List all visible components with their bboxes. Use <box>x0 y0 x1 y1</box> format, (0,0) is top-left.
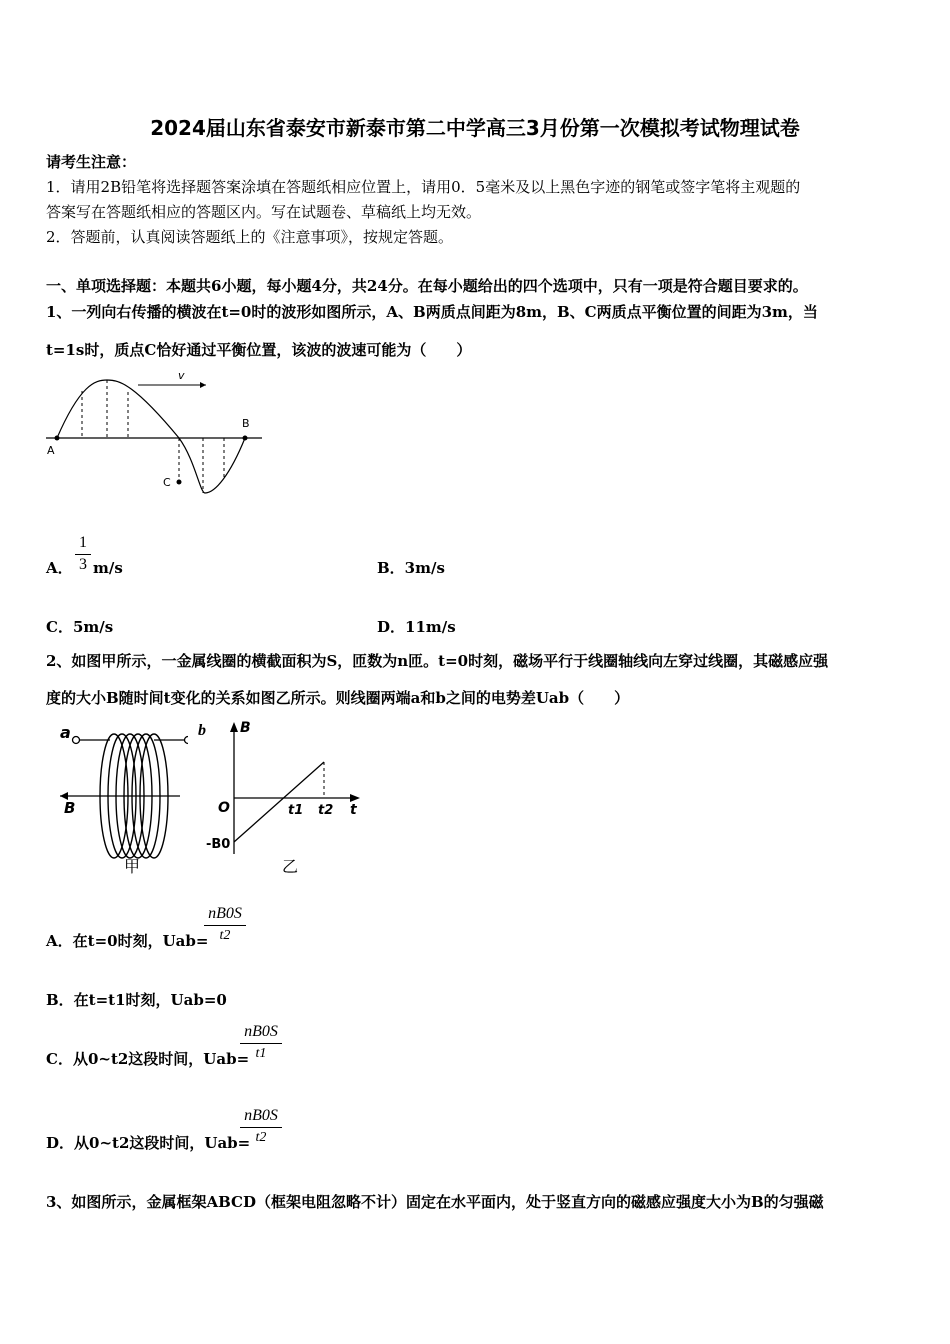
q1-option-a-numerator: 1 <box>79 534 87 551</box>
q1-line-2: t=1s时，质点C恰好通过平衡位置，该波的波速可能为（ ） <box>46 341 472 359</box>
q2-option-c-text[interactable]: C．从0~t2这段时间，Uab= <box>46 1050 250 1068</box>
q1-option-d[interactable]: D．11m/s <box>377 618 456 636</box>
q2-t1: t1 <box>288 803 304 818</box>
q1-line-1: 1、一列向右传播的横波在t=0时的波形如图所示，A、B两质点间距为8m，B、C两质点平衡位置的间距为3m，当 <box>46 303 818 321</box>
q2-option-a-text[interactable]: A．在t=0时刻，Uab= <box>46 932 209 950</box>
q1-option-c[interactable]: C．5m/s <box>46 618 114 636</box>
q1-option-a-label[interactable]: A． <box>46 559 73 577</box>
q1-label-b: B <box>242 417 250 430</box>
q2-option-c-fraction <box>240 1022 282 1063</box>
q2-origin: O <box>218 800 230 816</box>
q1-label-v: v <box>178 369 185 382</box>
q2-label-b-terminal: b <box>198 722 206 739</box>
q1-label-c: C <box>163 476 171 489</box>
q2-minus-b0: -B0 <box>206 837 231 852</box>
q2-option-a-numerator: nB0S <box>208 905 242 922</box>
q2-option-b-text[interactable]: B．在t=t1时刻，Uab=0 <box>46 991 227 1009</box>
notice-line-1b: 答案写在答题纸相应的答题区内。写在试题卷、草稿纸上均无效。 <box>46 203 482 221</box>
q2-option-d-fraction <box>240 1106 282 1147</box>
q1-option-a-unit: m/s <box>93 559 123 577</box>
page-title: 2024届山东省泰安市新泰市第二中学高三3月份第一次模拟考试物理试卷 <box>150 116 800 140</box>
q1-label-a: A <box>47 444 55 457</box>
q2-t2: t2 <box>318 803 334 818</box>
q1-option-a-denominator: 3 <box>79 556 87 573</box>
q2-label-yi: 乙 <box>282 857 299 876</box>
q2-option-a-denominator: t2 <box>219 928 231 943</box>
q2-coil-figure <box>48 718 188 878</box>
q2-label-jia: 甲 <box>124 857 141 876</box>
q1-option-b[interactable]: B．3m/s <box>377 559 445 577</box>
q2-axis-t: t <box>350 802 357 818</box>
notice-heading: 请考生注意： <box>46 153 137 171</box>
q2-option-d-denominator: t2 <box>255 1130 267 1145</box>
q2-option-a-fraction <box>204 904 246 945</box>
q2-option-c-numerator: nB0S <box>244 1023 278 1040</box>
q2-line-2: 度的大小B随时间t变化的关系如图乙所示。则线圈两端a和b之间的电势差Uab（ ） <box>46 689 630 707</box>
q2-label-coil-b: B <box>64 799 76 817</box>
q2-axis-b: B <box>240 720 251 736</box>
q3-line-1: 3、如图所示，金属框架ABCD（框架电阻忽略不计）固定在水平面内，处于竖直方向的磁感应强度大小为B的匀强磁 <box>46 1193 824 1211</box>
q2-option-d-text[interactable]: D．从0~t2这段时间，Uab= <box>46 1134 251 1152</box>
q2-option-d-numerator: nB0S <box>244 1107 278 1124</box>
section-heading: 一、单项选择题：本题共6小题，每小题4分，共24分。在每小题给出的四个选项中，只有一项是符合题目要求的。 <box>46 277 808 295</box>
q2-line-1: 2、如图甲所示，一金属线圈的横截面积为S，匝数为n匝。t=0时刻，磁场平行于线圈轴线向左穿过线圈，其磁感应强 <box>46 652 829 670</box>
q1-option-a-fraction <box>75 533 91 574</box>
notice-line-1: 1．请用2B铅笔将选择题答案涂填在答题纸相应位置上，请用0．5毫米及以上黑色字迹的钢笔或签字笔将主观题的 <box>46 178 801 196</box>
q2-option-c-denominator: t1 <box>255 1046 267 1061</box>
q1-wave-figure <box>40 365 270 500</box>
notice-line-2: 2．答题前，认真阅读答题纸上的《注意事项》，按规定答题。 <box>46 228 454 246</box>
q2-label-a: a <box>60 723 71 742</box>
q2-b-t-graph <box>198 718 368 878</box>
